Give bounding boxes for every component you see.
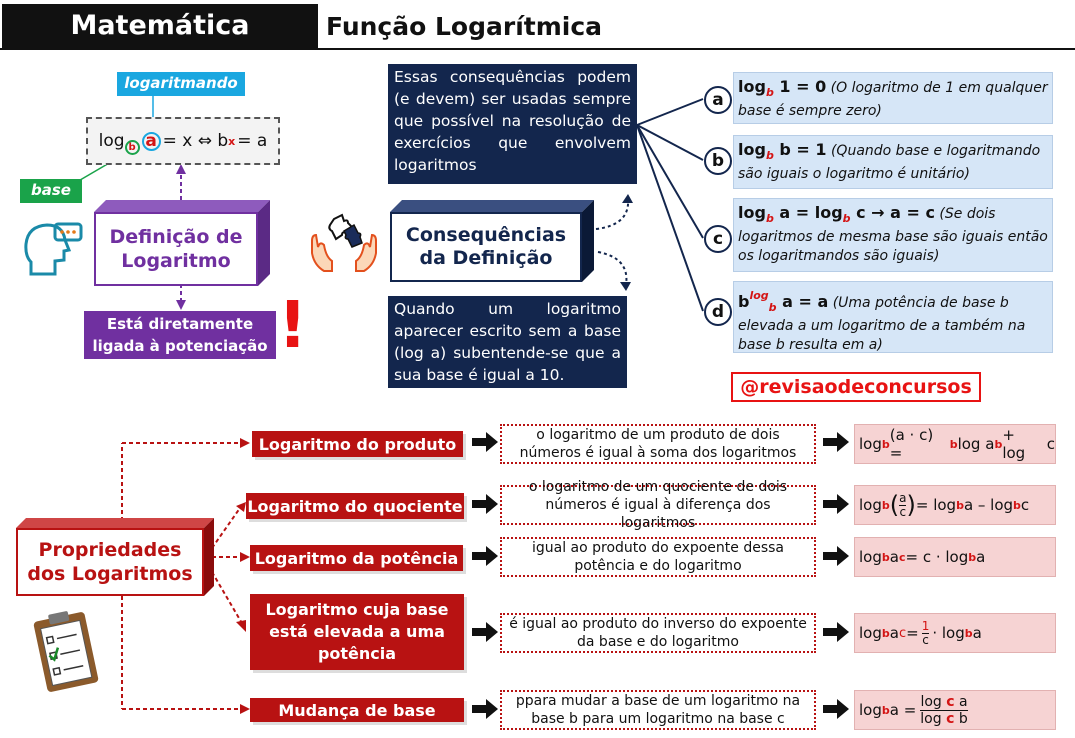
prop-formula-quociente: log b ( a c ) = log b a – log b c (854, 485, 1056, 525)
exclamation-icon: ! (278, 289, 308, 363)
base-tag: base (20, 179, 82, 203)
prop-formula-produto: log b (a · c) = b log a b + log c (854, 424, 1056, 464)
cons-c-sub2: b (842, 212, 851, 225)
consequences-note: Quando um logaritmo aparecer escrito sem a base (log a) subentende-se que a sua base é igual a 10. (388, 296, 627, 388)
consequence-letter-c: c (704, 225, 732, 253)
formula-log: log (98, 131, 125, 151)
consequences-box-line1: Consequências (405, 224, 567, 246)
prop-name-base-potencia: Logaritmo cuja base está elevada a uma potência (250, 594, 464, 670)
properties-box-line2: dos Logaritmos (27, 563, 193, 585)
definition-formula (86, 117, 280, 165)
logaritmando-tag: logaritmando (117, 72, 245, 96)
consequence-letter-d: d (704, 298, 732, 326)
cons-a-text: (O logaritmo de 1 em qualquer base é sempre zero) (738, 80, 1048, 119)
definition-box (96, 214, 256, 284)
cons-b-text: (Quando base e logaritmando são iguais o logaritmo é unitário) (738, 143, 1041, 182)
cons-d-text: (Uma potência de base b elevada a um logaritmo de a também na base b resulta em a) (738, 295, 1026, 353)
formula-arg-circle: a (142, 132, 161, 151)
consequences-box-line2: da Definição (419, 247, 553, 269)
prop-formula-mudanca-base: log b a = $\frac{\text{log c a}}{\text{log c b}}$ (854, 690, 1056, 730)
cons-a-rest: 1 = 0 (773, 77, 827, 96)
cons-b-sub: b (765, 149, 774, 162)
prop-desc-potencia: igual ao produto do expoente dessa potência e do logaritmo (500, 537, 816, 577)
consequence-letter-a: a (704, 86, 732, 114)
cons-c-rest2: c → a = c (850, 203, 935, 222)
formula-exp: x (228, 134, 236, 148)
cons-d-sup: log (749, 289, 769, 302)
cons-b-rest: b = 1 (773, 140, 827, 159)
prop-formula-base-potencia: log b a c = $\frac{1}{c}$ · log b a (854, 613, 1056, 653)
prop-desc-quociente: o logaritmo de um quociente de dois números é igual à diferença dos logaritmos (500, 485, 816, 525)
prop-desc-mudanca-base: ppara mudar a base de um logaritmo na base b para um logaritmo na base c (500, 690, 816, 730)
formula-rest: = x ⇔ b (162, 131, 229, 151)
hands-puzzle-icon (308, 205, 380, 277)
consequence-item-b (733, 135, 1053, 189)
definition-box-line2: Logaritmo (121, 250, 231, 272)
cons-c-sub: b (765, 212, 774, 225)
subject-label: Matemática (2, 4, 318, 48)
consequence-item-d (733, 281, 1053, 353)
consequences-box (392, 214, 580, 280)
prop-name-mudanca-base: Mudança de base (250, 698, 464, 722)
formula-end: = a (237, 131, 268, 151)
cons-c-rest: a = log (773, 203, 843, 222)
consequence-item-c (733, 198, 1053, 272)
cons-d-rest: a = a (776, 292, 829, 311)
checklist-clipboard-icon (30, 606, 104, 692)
cons-a-sub: b (765, 86, 774, 99)
cons-d-base: b (738, 292, 750, 311)
formula-base-circle: b (125, 140, 140, 155)
consequence-item-a (733, 72, 1053, 124)
head-chat-icon (23, 218, 85, 278)
consequence-letter-b: b (704, 147, 732, 175)
potenciacao-note-line2: ligada à potenciação (92, 337, 268, 355)
potenciacao-note-line1: Está diretamente (106, 315, 254, 333)
definition-box-line1: Definição de (109, 226, 243, 248)
potenciacao-note (84, 311, 276, 359)
consequences-intro: Essas consequências podem (e devem) ser usadas sempre que possível na resolução de exercícios que envolvem logaritmos (388, 64, 637, 184)
cons-a-log: log (738, 77, 766, 96)
prop-desc-produto: o logaritmo de um produto de dois números é igual à soma dos logaritmos (500, 424, 816, 464)
prop-name-quociente: Logaritmo do quociente (246, 493, 464, 519)
prop-desc-base-potencia: é igual ao produto do inverso do expoente da base e do logaritmo (500, 613, 816, 653)
prop-formula-potencia: log b a c = c · log b a (854, 537, 1056, 577)
properties-box (18, 530, 202, 594)
page-title: Função Logarítmica (326, 12, 603, 41)
cons-b-log: log (738, 140, 766, 159)
cons-d-sub: b (768, 301, 777, 314)
prop-name-produto: Logaritmo do produto (252, 431, 463, 457)
cons-c-log: log (738, 203, 766, 222)
social-handle: @revisaodeconcursos (731, 372, 981, 402)
properties-box-line1: Propriedades (38, 539, 182, 561)
cons-c-text: (Se dois logaritmos de mesma base são iguais então os logaritmandos são iguais) (738, 206, 1048, 264)
prop-name-potencia: Logaritmo da potência (250, 545, 463, 571)
